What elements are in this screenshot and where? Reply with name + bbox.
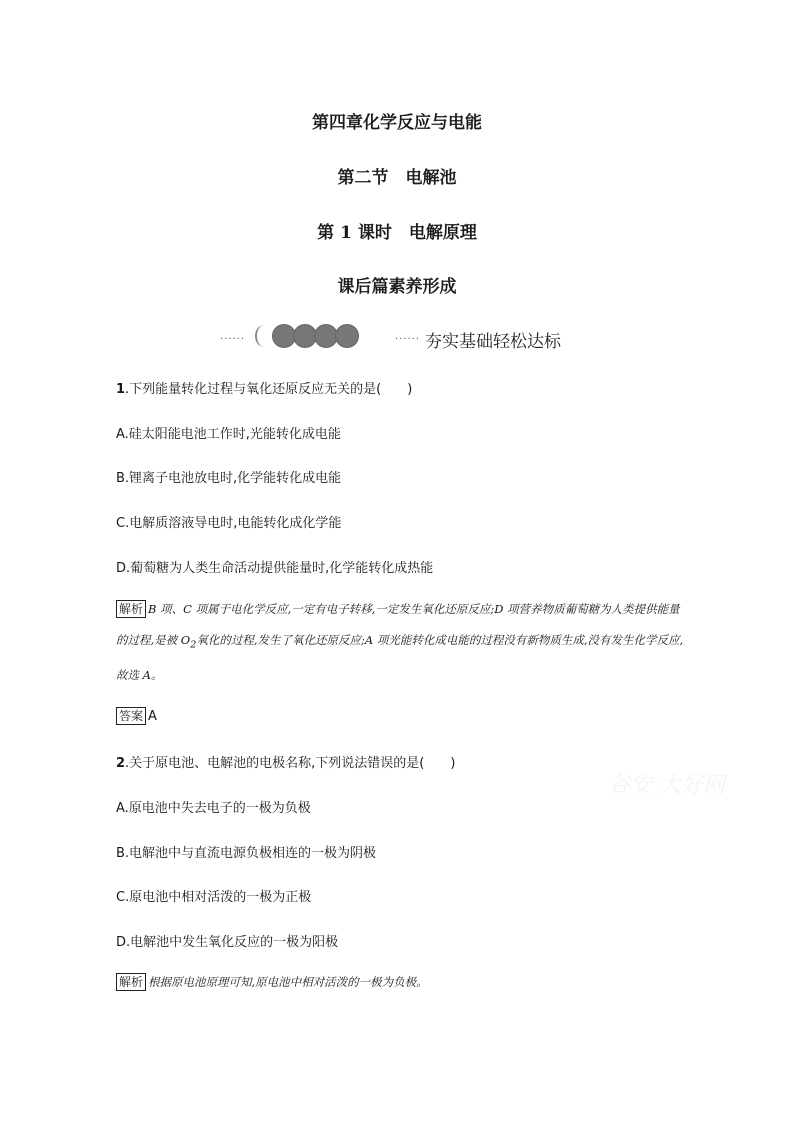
question-2-option-b: B.电解池中与直流电源负极相连的一极为阴极 [116,846,377,861]
banner-left-dots: ······ [220,334,246,345]
question-2-option-c: C.原电池中相对活泼的一极为正极 [116,890,312,905]
banner-text: 夯实基础轻松达标 [425,332,561,352]
question-1-answer: 答案 A [116,707,157,725]
analysis-label: 解析 [116,973,146,991]
question-1-analysis: 解析 B 项、C 项属于电化学反应,一定有电子转移,一定发生氧化还原反应;D 项营养物质葡萄糖为人类提供能量的过程,是被 $O_2$氧化的过程,发生了氧化还原反应;A 项光能转化成电能的过程没有新物质生成,没有发生化学反应,故选 A。 [116,602,684,683]
analysis-label: 解析 [116,600,146,618]
question-1-option-a: A.硅太阳能电池工作时,光能转化成电能 [116,427,341,442]
page-subtitle: 课后篇素养形成 [337,277,457,297]
section-title: 第二节 电解池 [337,168,457,188]
question-2-stem: 2.关于原电池、电解池的电极名称,下列说法错误的是( ) [116,756,456,771]
question-1-option-d: D.葡萄糖为人类生命活动提供能量时,化学能转化成热能 [116,561,434,576]
question-2-analysis: 解析 根据原电池原理可知,原电池中相对活泼的一极为负极。 [116,967,686,998]
question-1-option-c: C.电解质溶液导电时,电能转化成化学能 [116,516,342,531]
banner-right-dots: ······ [395,334,421,345]
banner-circles-icon [255,324,359,348]
lesson-title: 第 1 课时 电解原理 [317,223,477,243]
section-banner [0,322,794,352]
question-2-option-a: A.原电池中失去电子的一极为负极 [116,801,311,816]
question-1-option-b: B.锂离子电池放电时,化学能转化成电能 [116,471,342,486]
question-2-option-d: D.电解池中发生氧化反应的一极为阳极 [116,935,339,950]
question-1-stem: 1.下列能量转化过程与氧化还原反应无关的是( ) [116,382,413,397]
watermark: 谷安 大好网 [608,773,725,798]
answer-label: 答案 [116,707,146,725]
chapter-title: 第四章化学反应与电能 [312,113,482,133]
